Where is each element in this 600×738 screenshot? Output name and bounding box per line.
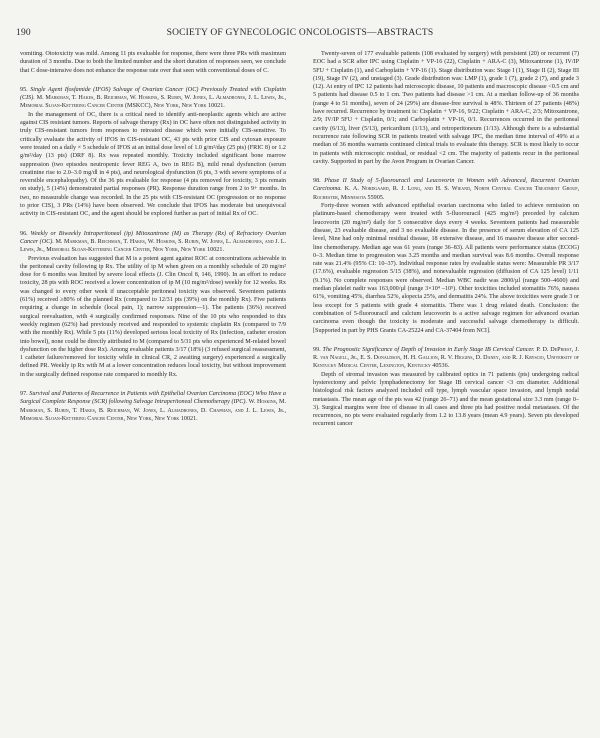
abstract-title: Phase II Study of 5-fluorouracil and Leucovorin in Women with Advanced, Recurrent Ovarian Carcinoma. [313, 178, 579, 193]
abstract-authors: W. Hoskins, M. Markman, S. Rubin, T. Hakes, B. Reichman, W. Jones, L. Almadrones, D. Chapman, and J. L. Lewis, Jr., Memorial Sloan-Kettering Cancer Center, New York, New York 10021. [20, 399, 286, 422]
page-header [16, 28, 584, 42]
abstract-95-body: In the management of OC, there is a critical need to identify anti-neoplastic agents which are active against CIS resistant tumors. Reports of salvage therapy (Rx) in OC have often not distinguished activity in truly CIS-resistant tumors from responses to retreated disease which were initially CIS-sensitive. To critically evaluate the activity of IFOS in CIS-resistant OC, 43 pts with prior CIS and cytoxan exposure were treated on a daily × 5 schedule of IFOS at an initial dose level of 1.0 g/m²/day (25 pts) (FRIC 8) or 1.2 g/m²/day (13 pts) (DRF 8). Rx was repeated monthly. Toxicity included significant bone marrow suppression (two episodes neutropenic fever REG A, two in REG B), mild renal dysfunction (serum creatinine rise to 2.0–3.0 mg/dl in 4 pts), and neurological dysfunction (6 pts, 3 with severe symptoms of a reversible encephalopathy). Of the 36 pts evaluable for response (4 pts removed for toxicity, 3 pts remain on study), 5 (14%) demonstrated partial responses (PR). Response duration range from 2 to 9+ months. In two, no measurable change was recorded. In the 25 pts with CIS-resistant OC (progression or no response to prior CIS), 3 PRs (14%) have been observed. We conclude that IFOS has moderate but unequivocal activity in CIS-resistant OC, and the agent should be explored further as part of initial Rx of OC. [20, 111, 286, 218]
abstract-authors: M. Markman, B. Reichman, T. Hakes, W. Hoskins, S. Rubin, W. Jones, L. Almadrones, and J. L. Lewis, Jr., Memorial Sloan-Kettering Cancer Center, New York, New York 10021. [20, 238, 286, 254]
abstract-title: Survival and Patterns of Recurrence in Patients with Epithelial Ovarian Carcinoma (EOC) Who Have a Surgical Complete Response (SCR) following Salvage Intraperitoneal Chemotherapy (IPC). [20, 390, 286, 406]
abstract-95-heading [20, 86, 286, 111]
abstract-authors: M. Markman, T. Hakes, B. Reichman, W. Hoskins, S. Rubin, W. Jones, L. Almadrones, J. L. Lewis, Jr., Memorial Sloan-Kettering Cancer Center (MSKCC), New York, New York 10021. [20, 95, 286, 110]
abstract-authors: K. A. Nordgaard, R. J. Long, and H. S. Wieand, North Central Cancer Treatment Group, Rochester, Minnesota 55905. [313, 186, 579, 201]
abstract-number: 98. [313, 178, 321, 185]
abstract-number: 97. [20, 390, 28, 397]
abstract-title: Single Agent Ifosfamide (IFOS) Salvage of Ovarian Cancer (OC) Previously Treated with Cisplatin (CIS). [20, 86, 286, 102]
abstract-99-body: Depth of stromal invasion was measured by calibrated optics in 71 patients (pts) undergoing radical hysterectomy and pelvic lymphadenectomy for Stage IB cervical cancer <3 cm diameter. Additional histological risk factors analyzed included cell type, lymph vascular space invasion, and lymph nodal metastasis. The mean age of the pts was 42 (range 26–71) and the mean gestational size 3.3 mm (range 0–3). Surgical margins were free of disease in all cases and three pts had positive nodal metastases. Of the recurrences, no pts were evaluated regularly from 1.2 to 13.8 years (mean 4.9 years). Seven pts developed recurrent cancer [313, 371, 579, 428]
page-number: 190 [16, 28, 31, 38]
abstract-98-heading [313, 177, 579, 202]
continued-text: vomiting. Ototoxicity was mild. Among 11 pts evaluable for response, there were three PRs with maximum duration of 3 months. Due to both the limited number and the short duration of responses seen, we conclude that C dose-intensive does not enhance the response rate over that seen with conventional doses of C. [20, 51, 286, 74]
abstract-98-body: Forty-three women with advanced epithelial ovarian carcinoma who failed to achieve remission on platinum-based chemotherapy were treated with 5-fluorouracil (425 mg/m²) preceded by calcium leucovorin (20 mg/m²) daily for 5 consecutive days every 4 weeks. Seventeen patients had measurable disease, 23 evaluable disease, and 3 no evaluable disease. In the presence of serum elevation of CA 125 level, Nine had only minimal residual disease, 18 extensive disease, and 16 massive disease after second-line chemotherapy. Median age was 61 years (range 36–83). All patients were performance status (ECOG) 0–3. Median time to progression was 3.25 months and median survival was 8.6 months. Overall response rate was 21.4% (95% CI: 10–37). Individual response rates by evaluable status were: Measurable PR 3/17 (17.6%), evaluable regression 5/15 (38%), and nonevaluable regression (diffusion of CA 125 level) 1/11 (9.1%). No complete responses were observed. Median WBC nadir was 2800/µl (range 500–4600) and median platelet nadir was 163,000/µl (range 3×10⁴ –10⁵). Other toxicities included stomatitis 76%, nausea 61%, vomiting 45%, diarrhea 52%, alopecia 25%, and dermatitis 24%. The above toxicities were grade 3 or less except for 5 patients with grade 4 stomatitis. There was 1 drug related death. Conclusion: the combination of 5-fluorouracil and calcium leucovorin is a active salvage regimen for advanced ovarian carcinoma even though the toxicity is moderate and successful salvage chemotherapy is difficult. [Supported in part by PHS Grants CA-25224 and CA-37404 from NCI]. [313, 203, 579, 334]
abstract-title: Weekly or Biweekly Intraperitoneal (ip) Mitoxantrone (M) as Therapy (Rx) of Refractory Ovarian Cancer (OC). [20, 230, 286, 245]
abstract-96-body: Previous evaluation has suggested that M is a potent agent against ROC at concentrations achievable in the peritoneal cavity following ip Rx. The utility of ip M when given on a monthly schedule of 20 mg/m² dose for 6 months was limited by severe local effects (J. Clin Oncol 8, 146, 1990). In an effort to reduce toxicity, 28 pts with ROC received a lower concentration of ip M (10 mg/m²/dose) weekly for 12 weeks. Rx was changed to every other week if unacceptable peritoneal toxicity was observed. Seventeen patients (61%) received ≥80% of the planned Rx (compared to 12/31 pts (39%) on the monthly Rx). Five patients requiring a change in schedule (local pain, 1); narrow suppression—1). The patients (36%) received surgical reevaluation, with 4 surgically confirmed responses. Nine of the 10 pts who responded to this weekly regimen (62%) had previously received and responded to systemic cisplatin Rx (compared to 7/9 with the monthly Rx). While 5 pts (11%) developed serious local toxicity of Rx (infection, catheter erosion into bowel), none could be directly attributed to M (compared to 5/31 pts who experienced M-related bowel dysfunction on the higher dose Rx). Among evaluable patients 3/17 (18%) (3 refused surgical reassessment, 1 catheter failure/removed for toxicity while in clinical CR, 2 awaiting surgery) experienced a surgically defined PR. Weekly ip Rx with M at a lower concentration reduces local toxicity, but without improvement in the surgically defined response rate compared to monthly Rx. [20, 255, 286, 378]
abstract-authors: P. D. DePriest, J. R. van Nagell, Jr., E. S. Donaldson, H. H. Gallion, R. V. Higgins, D. Daney, and R. J. Kryscio, University of Kentucky Medical Center, Lexington, Kentucky 40536. [313, 346, 579, 370]
abstract-title: The Prognostic Significance of Depth of Invasion in Early Stage IB Cervical Cancer. [322, 346, 535, 353]
right-column [313, 50, 579, 730]
abstract-97-body: Twenty-seven of 177 evaluable patients (108 evaluated by surgery) with persistent (20) or recurrent (7) EOC had a SCR after IPC using Cisplatin + VP-16 (22), Cisplatin + ARA-C (3), Mitoxantrone (1), IV/IP 5FU + Cisplatin (1), and Carboplatin + VP-16 (1). Stage distribution was: Stage I (1), Stage II (2), Stage III (19), Stage IV (2), and unstaged (3). Grade distribution was: LMP (1), grade 1 (7), grade 2 (7), and grade 3 (12). At entry of IPC 12 patients had microscopic disease, 10 patients and macroscopic disease <0.5 cm and 5 patients had disease 0.5 to 1 cm. Two patients had disease >1 cm. At a median follow-up of 36 months (range 4 to 51 months), seven of 24 (29%) are disease-free survival is 48%. Thirteen of 27 patients (48%) have recurred. Recurrence by treatment is: Cisplatin + VP-16, 9/22; Cisplatin + ARA-C, 2/3; Mitoxantrone, 2/9; IV/IP 5FU + Cisplatin, 0/1; and Carboplatin + VP-16, 0/1. Recurrences occurred in the peritoneal cavity (6/13), liver (5/13), pericardium (1/13), and retroperitoneum (1/13). Although there is a substantial recurrence rate following SCR in patients treated with salvage IPC, the median time interval of 49% at a median of 36 months warrants continued clinical trials to evaluate this therapy. SCR is most likely to occur in patients with microscopic residual, or residual <2 cm. The majority of patients recur in the peritoneal cavity. Supported in part by the Avon Program in Ovarian Cancer. [313, 51, 579, 165]
abstract-number: 99. [313, 346, 321, 353]
abstract-97-heading [20, 390, 286, 423]
left-column [20, 50, 286, 730]
running-title: SOCIETY OF GYNECOLOGIC ONCOLOGISTS—ABSTRACTS [166, 28, 434, 38]
abstract-number: 95. [20, 86, 28, 93]
abstract-99-heading [313, 346, 579, 371]
abstract-96-heading [20, 230, 286, 255]
abstract-number: 96. [20, 230, 28, 237]
